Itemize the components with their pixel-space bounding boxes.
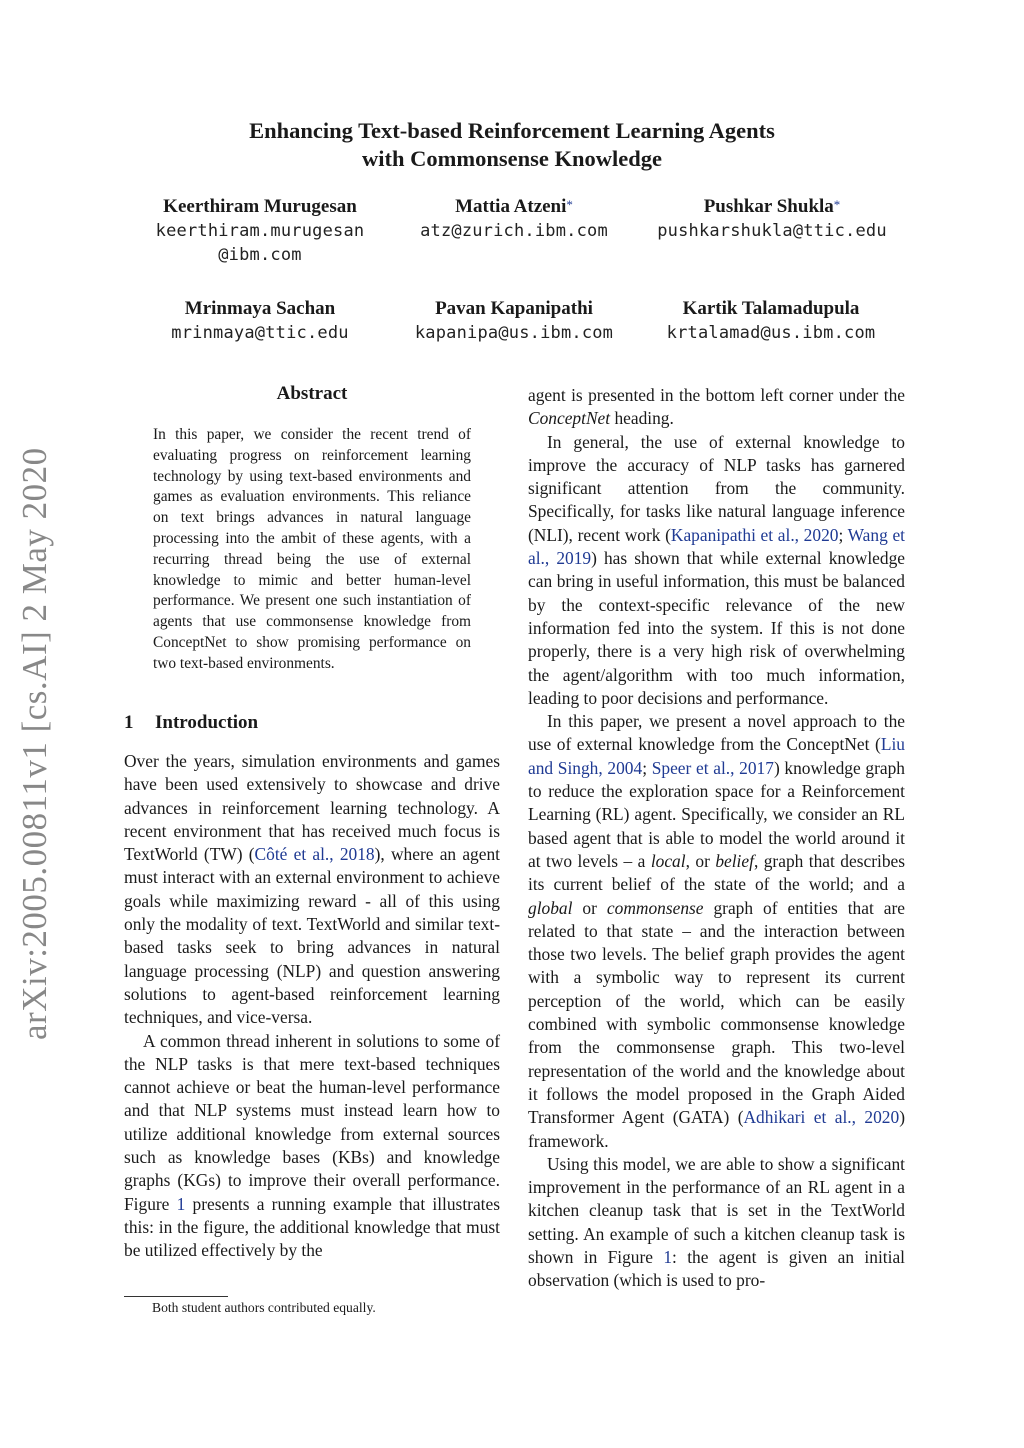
- citation-link[interactable]: Speer et al., 2017: [651, 757, 774, 778]
- author-block: [390, 297, 638, 345]
- author-name: Pushkar Shukla: [703, 196, 834, 217]
- citation-link[interactable]: Kapanipathi et al., 2020: [670, 524, 839, 545]
- right-column: [528, 384, 905, 1293]
- paragraph: In this paper, we present a novel approach to the use of external knowledge from the ConceptNet (Liu and Singh, 2004; Speer et al., 2017) knowledge graph to reduce the exploration space for a Reinforcement Learning (RL) agent. Specifically, we consider an RL based agent that is able to model the world around it at two levels – a local, or belief, graph that describes its current belief of the state of the world; and a global or commonsense graph of entities that are related to that state – and the interaction between those two levels. The belief graph provides the agent with a symbolic way to represent its current perception of the world, which can be easily combined with symbolic commonsense knowledge from the commonsense graph. This two-level representation of the world and the knowledge about it follows the model proposed in the Graph Aided Transformer Agent (GATA) (Adhikari et al., 2020) framework.: [528, 711, 906, 1151]
- author-block: [632, 195, 912, 243]
- paragraph: A common thread inherent in solutions to some of the NLP tasks is that mere text-based techniques cannot achieve or beat the human-level performance and that NLP systems must instead learn how to utilize additional knowledge from external sources such as knowledge bases (KBs) and knowledge graphs (KGs) to improve their overall performance. Figure 1 presents a running example that illustrates this: in the figure, the additional knowledge that must be utilized effectively by the: [124, 1030, 500, 1261]
- author-email: krtalamad@us.ibm.com: [666, 323, 876, 343]
- paragraph: In general, the use of external knowledge to improve the accuracy of NLP tasks has garnered significant attention from the community. Specifically, for tasks like natural language inference (NLI), recent work (Kapanipathi et al., 2020; Wang et al., 2019) has shown that while external knowledge can bring in useful information, this must be balanced by the context-specific relevance of the new information fed into the system. If this is not done properly, there is a very high risk of overwhelming the agent/algorithm with too much information, leading to poor decisions and performance.: [528, 431, 905, 708]
- author-block: [398, 195, 630, 243]
- abstract-text: In this paper, we consider the recent trend of evaluating progress on reinforcement learning technology by using text-based environments and games as evaluation environments. This reliance on text brings advances in natural language processing into the ambit of these agents, with a recurring thread being the use of external knowledge to mimic and better human-level performance. We present one such instantiation of agents that use commonsense knowledge from ConceptNet to show promising performance on two text-based environments.: [153, 426, 471, 672]
- figure-reference-link[interactable]: 1: [663, 1246, 673, 1267]
- section-title: Introduction: [155, 712, 259, 733]
- author-name: Mattia Atzeni: [455, 196, 567, 217]
- footnote-rule: [124, 1296, 228, 1297]
- footnote: Both student authors contributed equally.: [152, 1300, 376, 1315]
- paragraph: Over the years, simulation environments and games have been used extensively to showcase and drive advances in reinforcement learning technology. A recent environment that has received much focus is TextWorld (TW) (Côté et al., 2018), where an agent must interact with an external environment to achieve goals while maximizing reward - all of this using only the modality of text. TextWorld and similar text-based tasks seek to bring advances in natural language processing (NLP) and question answering solutions to agent-based reinforcement learning techniques, and vice-versa.: [124, 751, 500, 1028]
- author-name: Kartik Talamadupula: [682, 298, 860, 319]
- citation-link[interactable]: Adhikari et al., 2020: [743, 1107, 900, 1128]
- citation-link[interactable]: Wang et al., 2019: [528, 524, 905, 569]
- title-line-2: with Commonsense Knowledge: [361, 146, 662, 171]
- equal-contribution-mark: *: [566, 197, 573, 212]
- title-line-1: Enhancing Text-based Reinforcement Learning Agents: [249, 118, 775, 143]
- abstract-heading: Abstract: [276, 383, 348, 404]
- author-name: Pavan Kapanipathi: [435, 298, 593, 319]
- author-email: mrinmaya@ttic.edu: [171, 323, 349, 343]
- paper-title: [0, 117, 1024, 173]
- section-heading: [124, 712, 258, 734]
- author-block: [640, 297, 902, 345]
- author-email: atz@zurich.ibm.com: [420, 221, 608, 241]
- author-name: Keerthiram Murugesan: [163, 196, 357, 217]
- left-column: [124, 750, 500, 1263]
- author-block: [130, 195, 390, 267]
- citation-link[interactable]: Liu and Singh, 2004: [528, 734, 905, 778]
- author-email: kapanipa@us.ibm.com: [414, 323, 614, 343]
- paragraph: agent is presented in the bottom left corner under the ConceptNet heading.: [528, 385, 905, 429]
- paragraph: Using this model, we are able to show a significant improvement in the performance of an RL agent in a kitchen cleanup task that is set in the TextWorld setting. An example of such a kitchen cleanup task is shown in Figure 1: the agent is given an initial observation (which is used to pro-: [528, 1153, 905, 1291]
- figure-reference-link[interactable]: 1: [176, 1193, 186, 1214]
- author-block: [130, 297, 390, 345]
- equal-contribution-mark: *: [833, 197, 841, 212]
- section-number: 1: [124, 712, 134, 733]
- author-email-cont: @ibm.com: [218, 245, 302, 265]
- author-email: pushkarshukla@ttic.edu: [657, 221, 887, 241]
- citation-link[interactable]: Côté et al., 2018: [254, 844, 375, 865]
- arxiv-identifier: arXiv:2005.00811v1 [cs.AI] 2 May 2020: [15, 447, 54, 1040]
- author-name: Mrinmaya Sachan: [184, 298, 336, 319]
- author-email: keerthiram.murugesan: [155, 221, 365, 241]
